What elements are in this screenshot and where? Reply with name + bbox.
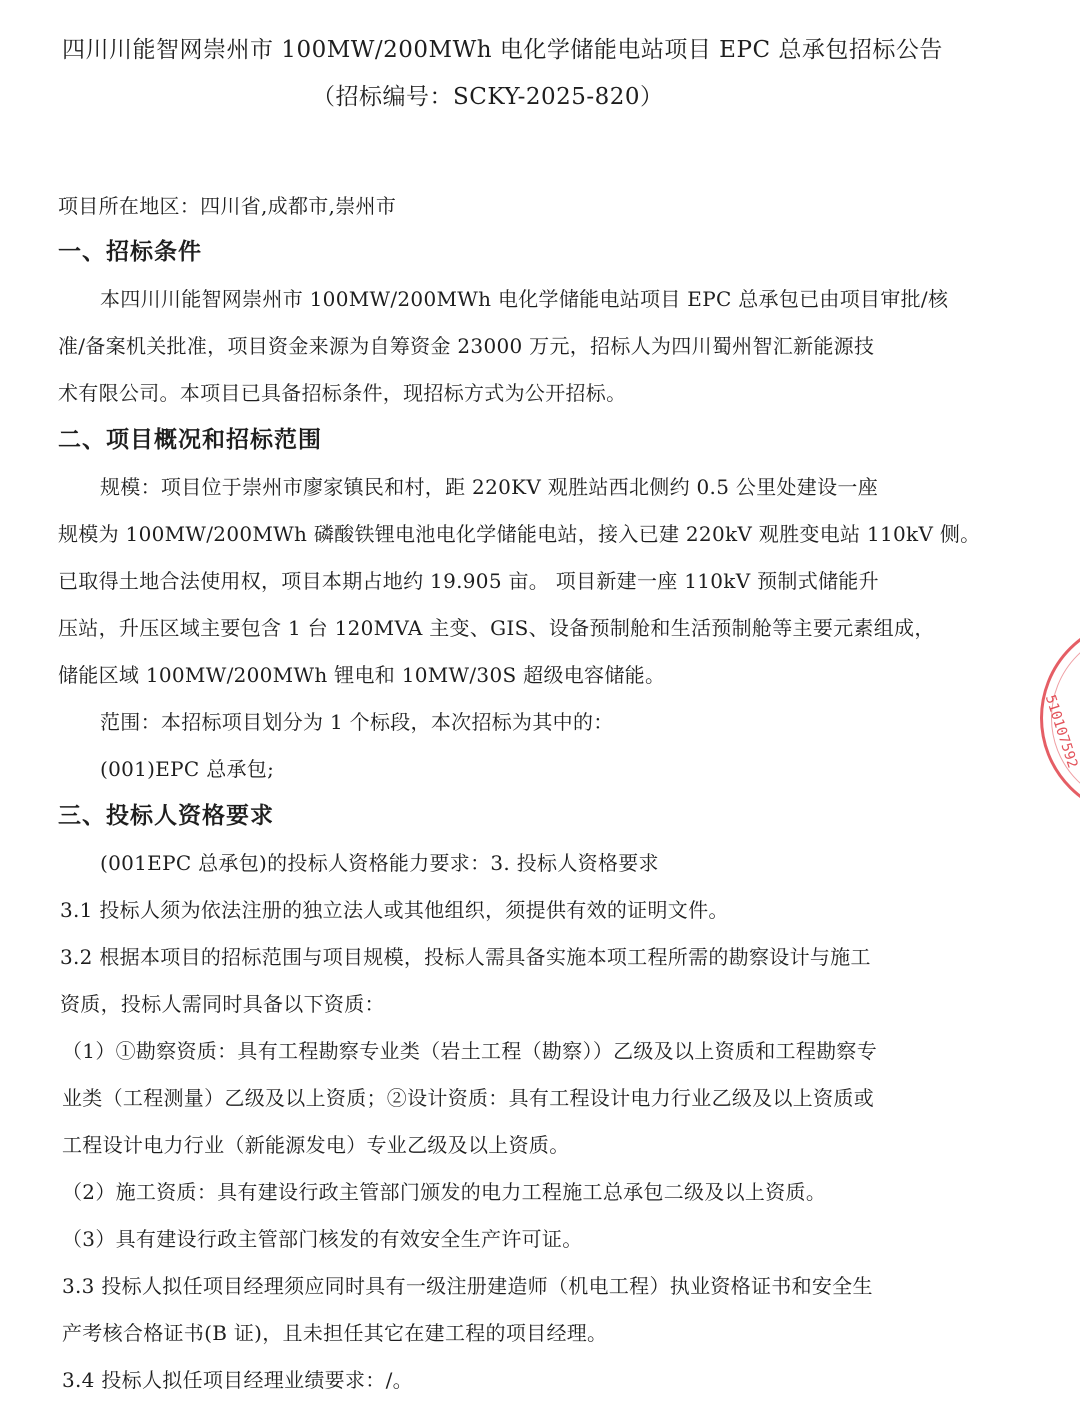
official-seal-stamp: [1040, 618, 1080, 818]
paragraph-line: 3.1 投标人须为依法注册的独立法人或其他组织，须提供有效的证明文件。: [60, 898, 729, 922]
paragraph-line: 3.4 投标人拟任项目经理业绩要求：/。: [62, 1368, 413, 1392]
section-heading-project-overview: 二、项目概况和招标范围: [58, 426, 322, 453]
seal-number: 510107592: [1041, 693, 1080, 771]
paragraph-line: (001EPC 总承包)的投标人资格能力要求：3. 投标人资格要求: [100, 851, 659, 875]
document-title: 四川川能智网崇州市 100MW/200MWh 电化学储能电站项目 EPC 总承包招标公告: [62, 37, 943, 63]
paragraph-line: 业类（工程测量）乙级及以上资质；②设计资质：具有工程设计电力行业乙级及以上资质或: [62, 1086, 874, 1110]
section-heading-bidder-qualifications: 三、投标人资格要求: [58, 802, 274, 829]
paragraph-line: 产考核合格证书(B 证)，且未担任其它在建工程的项目经理。: [62, 1321, 608, 1345]
paragraph-line: 压站，升压区域主要包含 1 台 120MVA 主变、GIS、设备预制舱和生活预制舱等主要元素组成，: [58, 616, 935, 640]
paragraph-line: 本四川川能智网崇州市 100MW/200MWh 电化学储能电站项目 EPC 总承包已由项目审批/核: [100, 287, 949, 311]
paragraph-line: （2）施工资质：具有建设行政主管部门颁发的电力工程施工总承包二级及以上资质。: [62, 1180, 827, 1204]
paragraph-line: 准/备案机关批准，项目资金来源为自筹资金 23000 万元，招标人为四川蜀州智汇新能源技: [58, 334, 875, 358]
paragraph-line: （1）①勘察资质：具有工程勘察专业类（岩土工程（勘察））乙级及以上资质和工程勘察专: [62, 1039, 878, 1063]
paragraph-line: 储能区域 100MW/200MWh 锂电和 10MW/30S 超级电容储能。: [58, 663, 666, 687]
section-heading-tender-conditions: 一、招标条件: [58, 238, 202, 265]
paragraph-line: (001)EPC 总承包;: [100, 757, 275, 781]
project-location: 项目所在地区：四川省,成都市,崇州市: [58, 194, 397, 218]
paragraph-line: 范围：本招标项目划分为 1 个标段，本次招标为其中的：: [100, 710, 614, 734]
paragraph-line: 工程设计电力行业（新能源发电）专业乙级及以上资质。: [62, 1133, 570, 1157]
paragraph-line: 规模为 100MW/200MWh 磷酸铁锂电池电化学储能电站，接入已建 220kV 观胜变电站 110kV 侧。: [58, 522, 981, 546]
paragraph-line: 术有限公司。本项目已具备招标条件，现招标方式为公开招标。: [58, 381, 627, 405]
paragraph-line: 规模：项目位于崇州市廖家镇民和村，距 220KV 观胜站西北侧约 0.5 公里处建设一座: [100, 475, 878, 499]
paragraph-line: （3）具有建设行政主管部门核发的有效安全生产许可证。: [62, 1227, 583, 1251]
tender-number: （招标编号：SCKY-2025-820）: [312, 84, 664, 110]
paragraph-line: 已取得土地合法使用权，项目本期占地约 19.905 亩。 项目新建一座 110kV 预制式储能升: [58, 569, 879, 593]
paragraph-line: 3.3 投标人拟任项目经理须应同时具有一级注册建造师（机电工程）执业资格证书和安全生: [62, 1274, 873, 1298]
paragraph-line: 3.2 根据本项目的招标范围与项目规模，投标人需具备实施本项工程所需的勘察设计与施工: [60, 945, 871, 969]
paragraph-line: 资质，投标人需同时具备以下资质：: [60, 992, 385, 1016]
